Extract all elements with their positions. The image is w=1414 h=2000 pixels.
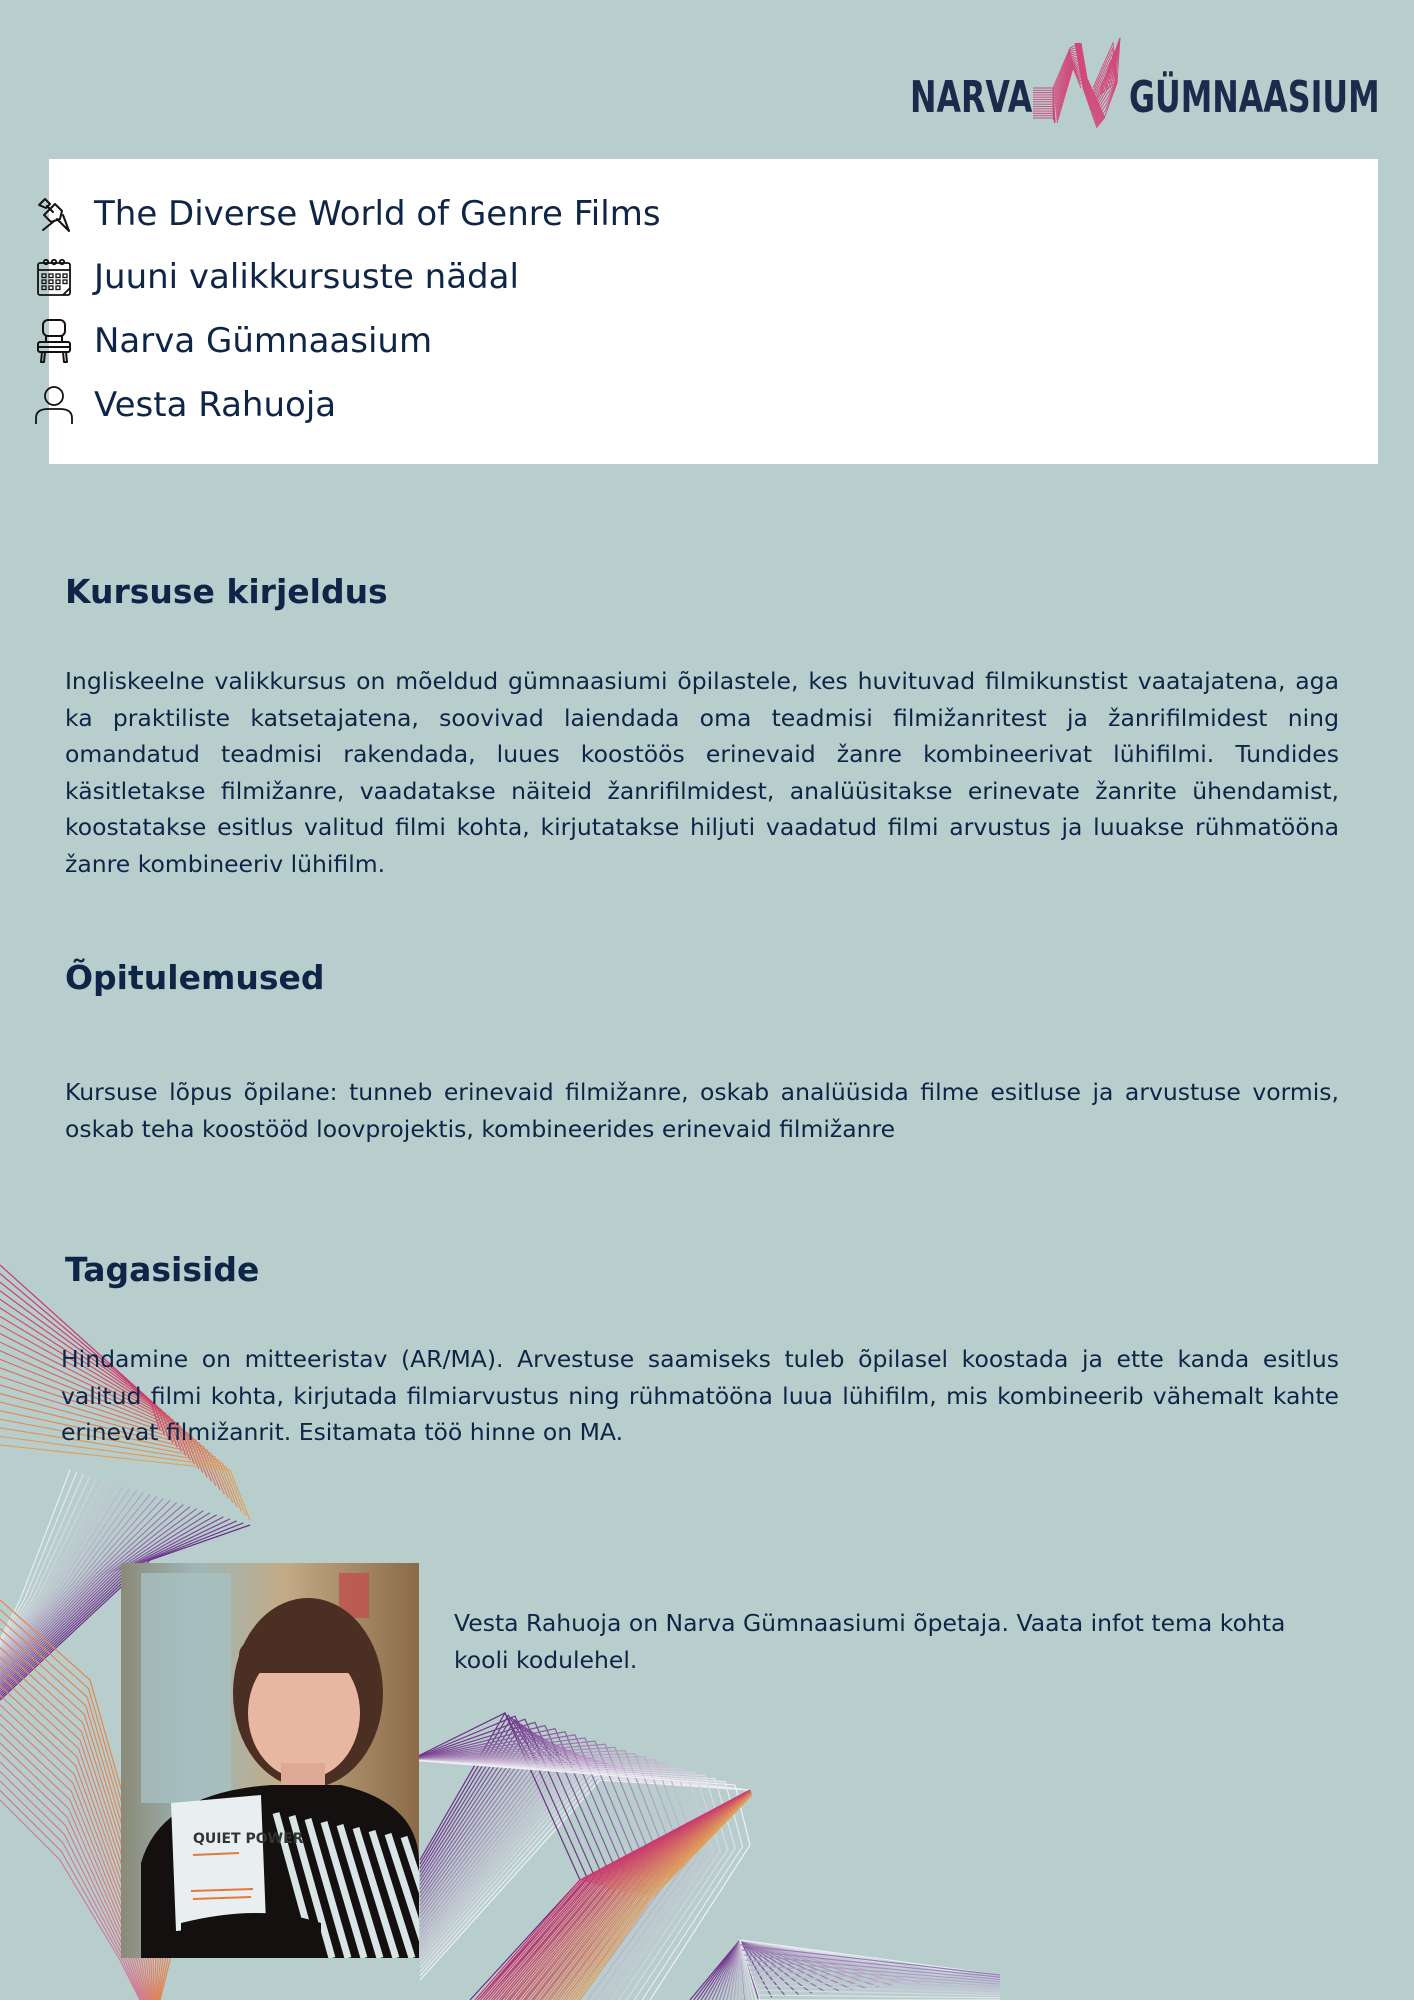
decorative-line <box>731 1940 893 2000</box>
decorative-line <box>497 1791 751 2000</box>
decorative-line <box>577 1795 752 2000</box>
decorative-line <box>420 1731 591 1893</box>
decorative-line <box>526 1792 751 2000</box>
decorative-line <box>410 1760 691 2000</box>
section-body-feedback: Hindamine on mitteeristav (AR/MA). Arvestuse saamiseks tuleb õpilasel koostada ja ette kanda esitlus valitud filmi kohta, kirjutada filmiarvustus ning rühmatööna luua lühifilm, mis kombineerib vähemalt kahte erinevat filmižanrit. Esitamata töö hinne on MA. <box>61 1345 1339 1446</box>
decorative-line <box>0 1445 250 1520</box>
decorative-line <box>410 1726 610 2000</box>
decorative-line <box>410 1713 580 2000</box>
chair-icon <box>34 321 74 361</box>
decorative-line <box>410 1729 617 2000</box>
decorative-line <box>420 1745 636 1918</box>
decorative-line <box>0 1480 103 1651</box>
course-title-row <box>34 189 661 239</box>
decorative-line <box>0 1790 141 2000</box>
decorative-line <box>420 1725 568 1881</box>
decorative-line <box>0 1470 70 1640</box>
decorative-line <box>575 1795 752 2000</box>
decorative-line <box>723 1940 866 2000</box>
course-week-row <box>34 252 519 302</box>
decorative-line <box>567 1794 752 2000</box>
logo-text-left: NARVA <box>910 72 1033 123</box>
decorative-line <box>420 1743 629 1914</box>
decorative-line <box>542 1793 751 2000</box>
decorative-line <box>523 1792 750 2000</box>
decorative-line <box>521 1792 751 2000</box>
decorative-line <box>738 1940 920 2000</box>
calendar-icon <box>34 257 74 297</box>
decorative-line <box>420 1757 674 1939</box>
decorative-line <box>540 1793 752 2000</box>
decorative-line <box>420 1768 712 1959</box>
decorative-line <box>0 1478 97 1649</box>
decorative-line <box>537 1793 751 2000</box>
decorative-line <box>569 1794 752 2000</box>
decorative-line <box>513 1792 751 2000</box>
decorative-line <box>529 1793 751 2000</box>
decorative-line <box>505 1791 751 2000</box>
decorative-line <box>753 1980 1000 1991</box>
decorative-line <box>420 1715 538 1864</box>
decorative-line <box>0 1488 130 1660</box>
decorative-line <box>564 1794 752 2000</box>
decorative-line <box>410 1754 676 2000</box>
pushpin-icon <box>34 194 74 234</box>
decorative-line <box>708 1940 812 2000</box>
decorative-line <box>747 1965 1000 1984</box>
decorative-line <box>745 1960 1000 1982</box>
decorative-line <box>410 1732 624 2000</box>
teacher-photo <box>121 1563 419 1958</box>
decorative-line <box>483 1790 750 2000</box>
decorative-line <box>488 1791 750 2000</box>
decorative-line <box>0 1472 77 1642</box>
section-body-description: Ingliskeelne valikkursus on mõeldud gümnaasiumi õpilastele, kes huvituvad filmikunstist vaatajatena, aga ka praktiliste katsetajatena, soovivad laiendada oma teadmisi filmižanritest ja žanrifilmidest ning omandatud teadmisi rakendada, luues koostöös erinevaid žanre kombineerivat lühifilmi. Tundides käsitletakse filmižanre, vaadatakse näiteid žanrifilmidest, analüüsitakse erinevate žanrite ühendamist, koostatakse esitlus valitud filmi kohta, kirjutatakse hiljuti vaadatud filmi arvustus ja luuakse rühmatööna žanre kombineeriv lühifilm. <box>65 667 1339 878</box>
decorative-line <box>410 1751 669 2000</box>
decorative-line <box>0 1800 140 2000</box>
decorative-line <box>420 1738 613 1905</box>
decorative-line <box>491 1791 750 2000</box>
course-location: Narva Gümnaasium <box>94 321 433 361</box>
decorative-line <box>410 1719 595 2000</box>
decorative-line <box>727 1940 879 2000</box>
section-heading-description: Kursuse kirjeldus <box>65 572 388 611</box>
decorative-line <box>410 1757 683 2000</box>
decorative-line <box>0 1486 123 1657</box>
decorative-line <box>712 1940 825 2000</box>
decorative-line <box>740 1945 1000 1975</box>
decorative-line <box>420 1720 553 1872</box>
decorative-line <box>545 1793 751 2000</box>
logo-line <box>1033 116 1055 123</box>
decorative-line <box>532 1793 752 2000</box>
decorative-line <box>420 1762 689 1947</box>
decorative-line <box>420 1713 530 1860</box>
decorative-line <box>410 1760 713 2000</box>
decorative-line <box>556 1794 752 2000</box>
decorative-line <box>0 1484 117 1655</box>
logo-line <box>1033 102 1055 123</box>
decorative-line <box>740 1940 960 2000</box>
decorative-line <box>751 1975 1000 1989</box>
decorative-line <box>410 1760 750 2000</box>
course-week: Juuni valikkursuste nädal <box>94 257 519 297</box>
course-teacher: Vesta Rahuoja <box>94 385 337 425</box>
decorative-line <box>749 1970 1000 1986</box>
course-teacher-row <box>34 380 336 430</box>
decorative-line <box>410 1735 632 2000</box>
decorative-line <box>420 1727 576 1885</box>
decorative-line <box>719 1940 852 2000</box>
decorative-line <box>420 1752 659 1930</box>
decorative-line <box>420 1734 598 1897</box>
section-heading-outcomes: Õpitulemused <box>65 958 325 997</box>
decorative-line <box>701 1940 785 2000</box>
decorative-line <box>716 1940 839 2000</box>
decorative-line <box>548 1793 752 2000</box>
decorative-line <box>697 1940 771 2000</box>
decorative-line <box>420 1775 735 1971</box>
decorative-line <box>740 1940 987 2000</box>
decorative-line <box>486 1791 750 2000</box>
person-icon <box>34 385 74 425</box>
decorative-line <box>480 1790 750 2000</box>
decorative-line <box>478 1790 750 2000</box>
decorative-line <box>515 1792 750 2000</box>
logo-line <box>1033 111 1055 123</box>
decorative-line <box>420 1729 583 1889</box>
decorative-line <box>758 1995 1000 1998</box>
decorative-line <box>475 1790 750 2000</box>
book-title: QUIET POWER <box>193 1831 304 1847</box>
decorative-line <box>420 1771 720 1964</box>
course-title: The Diverse World of Genre Films <box>94 194 661 234</box>
decorative-line <box>756 1990 1000 1995</box>
decorative-line <box>420 1766 704 1955</box>
decorative-line <box>690 1940 745 2000</box>
decorative-line <box>410 1744 654 2000</box>
decorative-line <box>0 1490 137 1662</box>
logo-line <box>1033 118 1055 123</box>
section-heading-feedback: Tagasiside <box>65 1250 260 1289</box>
decorative-line <box>410 1747 661 2000</box>
decorative-line <box>410 1760 743 2000</box>
decorative-line <box>558 1794 751 2000</box>
decorative-line <box>550 1794 751 2000</box>
decorative-line <box>410 1716 587 2000</box>
decorative-line <box>0 1476 90 1647</box>
decorative-line <box>420 1764 697 1951</box>
decorative-line <box>742 1950 1000 1977</box>
decorative-line <box>410 1760 735 2000</box>
teacher-bio: Vesta Rahuoja on Narva Gümnaasiumi õpetaja. Vaata infot tema kohta kooli kodulehel. <box>454 1609 1286 1674</box>
decorative-line <box>420 1722 560 1876</box>
logo-line <box>1033 97 1055 123</box>
decorative-line <box>420 1736 606 1901</box>
decorative-line <box>499 1791 750 2000</box>
decorative-line <box>410 1760 698 2000</box>
decorative-line <box>420 1750 651 1926</box>
decorative-line <box>420 1759 682 1943</box>
decorative-line <box>410 1760 706 2000</box>
decorative-line <box>740 1940 946 2000</box>
decorative-line <box>744 1955 1000 1980</box>
decorative-line <box>420 1780 750 1980</box>
decorative-line <box>534 1793 751 2000</box>
logo-mark-icon <box>1025 28 1125 128</box>
decorative-line <box>0 1474 83 1644</box>
decorative-line <box>705 1940 799 2000</box>
decorative-line <box>420 1741 621 1910</box>
decorative-line <box>410 1760 720 2000</box>
decorative-line <box>420 1748 644 1922</box>
decorative-line <box>420 1773 727 1968</box>
decorative-line <box>410 1722 602 2000</box>
decorative-line <box>420 1755 667 1935</box>
decorative-line <box>410 1741 647 2000</box>
decorative-line <box>694 1940 759 2000</box>
decorative-line <box>0 1482 110 1653</box>
decorative-line <box>580 1795 752 2000</box>
decorative-line <box>553 1794 751 2000</box>
section-body-outcomes: Kursuse lõpus õpilane: tunneb erinevaid filmižanre, oskab analüüsida filme esitluse ja arvustuse vormis, oskab teha koostööd loovprojektis, kombineerides erinevaid filmižanre <box>65 1078 1339 1143</box>
decorative-line <box>755 1985 1000 1993</box>
decorative-line <box>740 1940 1000 2000</box>
decorative-line <box>518 1792 751 2000</box>
decorative-line <box>740 1940 973 2000</box>
course-location-row <box>34 316 432 366</box>
decorative-line <box>420 1718 545 1869</box>
decorative-line <box>734 1940 906 2000</box>
decorative-line <box>502 1791 751 2000</box>
decorative-line <box>420 1778 742 1976</box>
decorative-line <box>410 1738 639 2000</box>
decorative-line <box>494 1791 751 2000</box>
decorative-line <box>561 1794 751 2000</box>
decorative-line <box>410 1760 728 2000</box>
decorative-line <box>572 1795 752 2000</box>
decorative-line <box>507 1792 750 2000</box>
decorative-line <box>510 1792 751 2000</box>
decorative-line <box>740 1940 933 2000</box>
logo-text-right: GÜMNAASIUM <box>1129 72 1380 123</box>
